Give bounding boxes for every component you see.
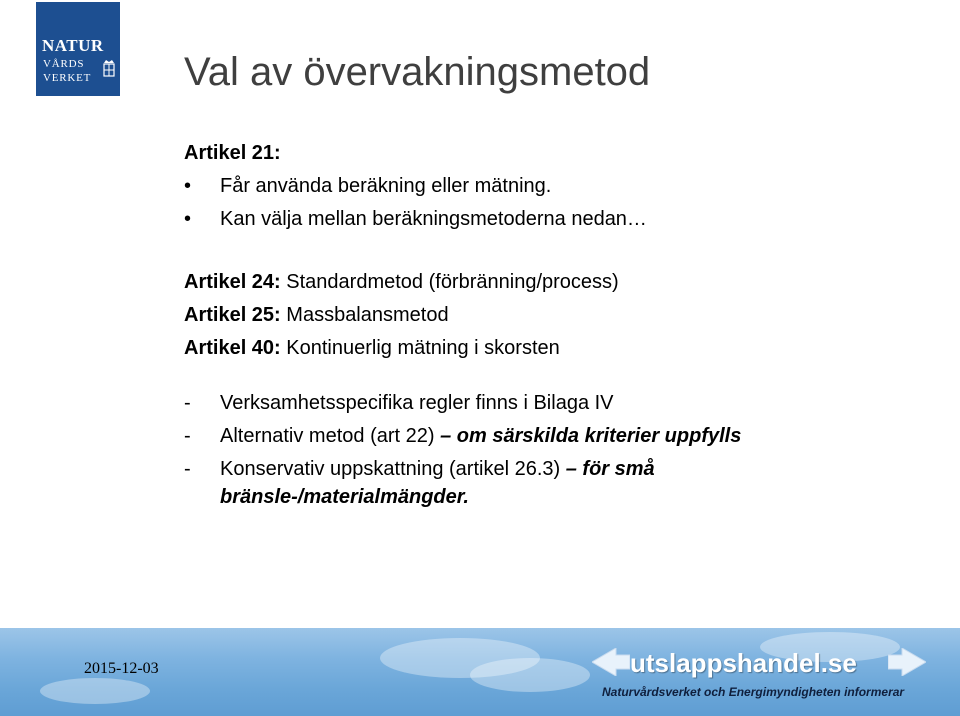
crown-crest-icon bbox=[102, 59, 116, 81]
article-text: Kontinuerlig mätning i skorsten bbox=[286, 337, 560, 359]
article-line bbox=[184, 334, 924, 367]
naturvardsverket-logo bbox=[36, 2, 120, 96]
dash-emphasis: – för små bränsle-/materialmängder. bbox=[220, 458, 655, 508]
slide-title: Val av övervakningsmetod bbox=[184, 50, 651, 94]
dash-text: Verksamhetsspecifika regler finns i Bilaga IV bbox=[220, 392, 614, 414]
logo-line-3: VERKET bbox=[43, 72, 92, 84]
logo-line-1: NATUR bbox=[42, 36, 104, 55]
article-label: Artikel 40: bbox=[184, 337, 281, 359]
dash-mark: - bbox=[184, 392, 191, 414]
bullet-item bbox=[184, 205, 924, 238]
bullet-item bbox=[184, 172, 924, 205]
dash-item bbox=[184, 389, 924, 422]
article-label: Artikel 25: bbox=[184, 304, 281, 326]
dash-item bbox=[184, 422, 924, 455]
article-text: Standardmetod (förbränning/process) bbox=[286, 271, 619, 293]
slide-date: 2015-12-03 bbox=[84, 660, 159, 677]
article-line bbox=[184, 268, 924, 301]
article-line bbox=[184, 301, 924, 334]
dash-mark: - bbox=[184, 458, 191, 480]
dash-emphasis: – om särskilda kriterier uppfylls bbox=[440, 425, 742, 447]
arrow-right-icon bbox=[888, 648, 926, 676]
slide-body bbox=[184, 139, 924, 511]
dash-text: Konservativ uppskattning (artikel 26.3) bbox=[220, 458, 566, 480]
bullet-icon: • bbox=[184, 175, 192, 197]
article-21-heading: Artikel 21: bbox=[184, 142, 281, 164]
bullet-icon: • bbox=[184, 208, 192, 230]
dash-text: Alternativ metod (art 22) bbox=[220, 425, 441, 447]
article-text: Massbalansmetod bbox=[286, 304, 449, 326]
bullet-text: Får använda beräkning eller mätning. bbox=[220, 175, 552, 197]
bullet-text: Kan välja mellan beräkningsmetoderna nedan… bbox=[220, 208, 647, 230]
dash-item bbox=[184, 455, 924, 511]
logo-line-2: VÅRDS bbox=[43, 58, 85, 70]
footer-tagline: Naturvårdsverket och Energimyndigheten informerar bbox=[602, 685, 905, 699]
website-link[interactable]: utslappshandel.se bbox=[630, 648, 857, 678]
dash-mark: - bbox=[184, 425, 191, 447]
article-label: Artikel 24: bbox=[184, 271, 281, 293]
arrow-left-icon bbox=[592, 648, 630, 676]
